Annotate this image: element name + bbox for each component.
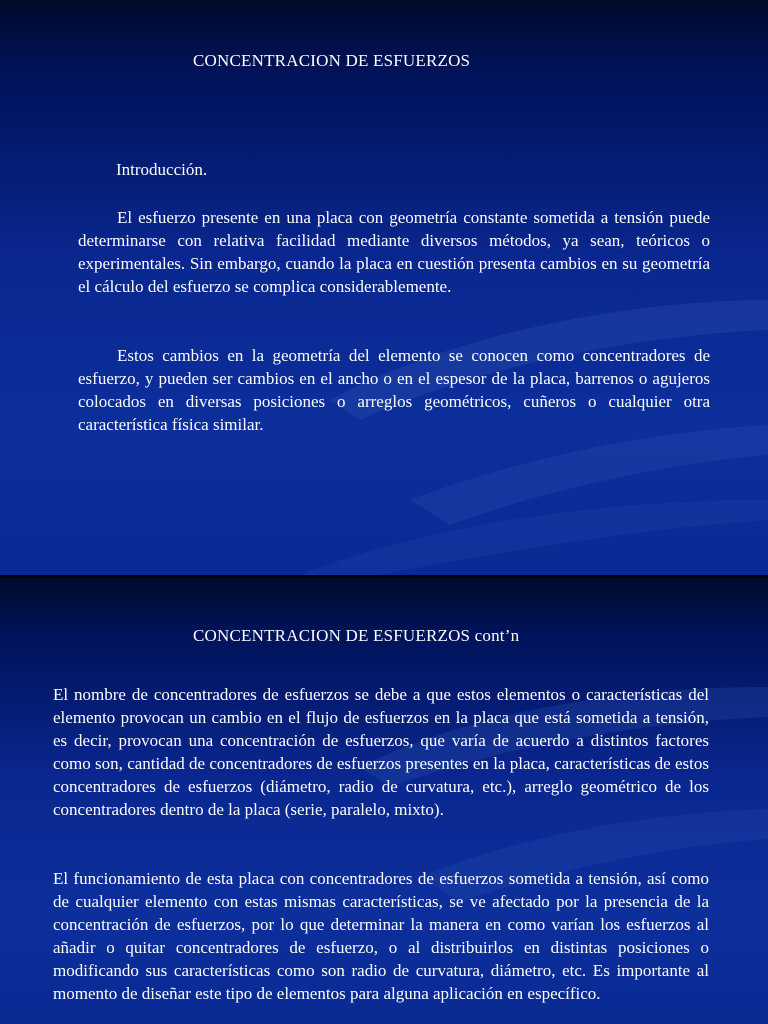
paragraph: El funcionamiento de esta placa con concentradores de esfuerzos sometida a tensión, así como de cualquier elemento con estas mismas características, se ve afectado por la presencia de la concentración de esfuerzos, por lo que determinar la manera en como varían los esfuerzos al añadir o quitar concentradores de esfuerzo, o al distribuirlos en distintas posiciones o modificando sus características como son radio de curvatura, diámetro, etc. Es importante al momento de diseñar este tipo de elementos para alguna aplicación en específico.: [53, 869, 709, 1003]
slide-title: CONCENTRACION DE ESFUERZOS cont’n: [193, 626, 520, 645]
paragraph: El nombre de concentradores de esfuerzos se debe a que estos elementos o características del elemento provocan un cambio en el flujo de esfuerzos en la placa que está sometida a tensión, es decir, provocan una concentración de esfuerzos, que varía de acuerdo a distintos factores como son, cantidad de concentradores de esfuerzos presentes en la placa, características de estos concentradores de esfuerzos (diámetro, radio de curvatura, etc.), arreglo geométrico de los concentradores dentro de la placa (serie, paralelo, mixto).: [53, 685, 709, 819]
slide-title: CONCENTRACION DE ESFUERZOS: [193, 51, 471, 70]
paragraph: Estos cambios en la geometría del elemento se conocen como concentradores de esfuerzo, y pueden ser cambios en el ancho o en el espesor de la placa, barrenos o agujeros colocados en diversas posiciones o arreglos geométricos, cuñeros o cualquier otra característica física similar.: [78, 346, 710, 434]
section-heading: Introducción.: [116, 160, 208, 179]
slide-2: [0, 577, 768, 1024]
paragraph: El esfuerzo presente en una placa con geometría constante sometida a tensión puede determinarse con relativa facilidad mediante diversos métodos, ya sean, teóricos o experimentales. Sin embargo, cuando la placa en cuestión presenta cambios en su geometría el cálculo del esfuerzo se complica considerablemente.: [78, 208, 710, 296]
